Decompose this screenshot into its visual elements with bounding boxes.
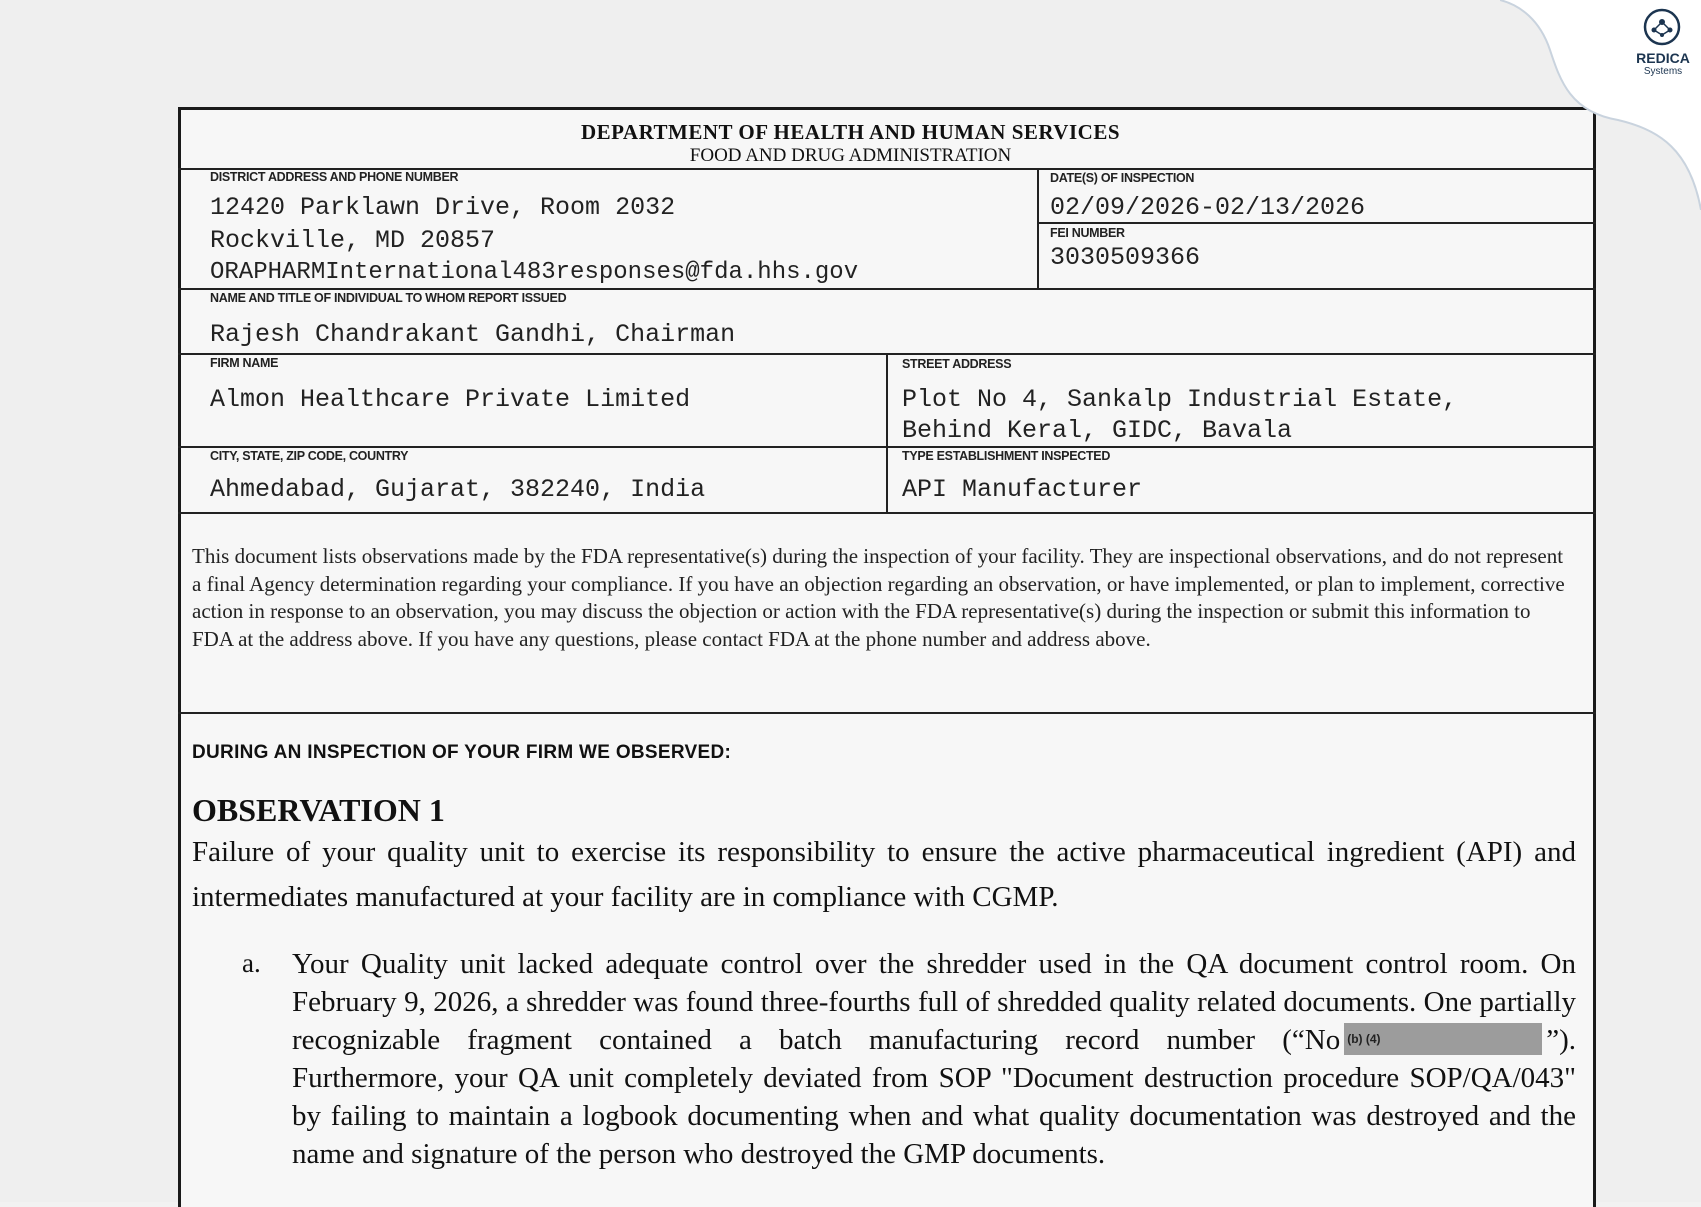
form-top-border (178, 107, 1596, 110)
district-address-line2: Rockville, MD 20857 (210, 226, 496, 255)
column-divider (1037, 168, 1039, 288)
item-text-part2: ”). Furthermore, your QA unit completely deviated from SOP "Document destruction procedure SOP/QA/043" by failing to maintain a logbook documenting when and what quality documentation was destroyed and the name and signature of the person who destroyed the GMP documents. (292, 1024, 1576, 1170)
agency-heading: FOOD AND DRUG ADMINISTRATION (689, 145, 1012, 166)
district-address-label: DISTRICT ADDRESS AND PHONE NUMBER (210, 170, 459, 184)
department-heading: DEPARTMENT OF HEALTH AND HUMAN SERVICES (580, 120, 1120, 144)
observation-item-text (292, 945, 1576, 1173)
street-address-line2: Behind Keral, GIDC, Bavala (902, 416, 1293, 445)
street-address-label: STREET ADDRESS (902, 357, 1012, 371)
fei-number-value: 3030509366 (1050, 243, 1201, 272)
row-divider (178, 446, 1596, 448)
logo-corner-shape (1500, 0, 1701, 210)
redaction-code: (b) (4) (1347, 1032, 1381, 1046)
row-divider (178, 288, 1596, 290)
observation-summary: Failure of your quality unit to exercise its responsibility to ensure the active pharmaceutical ingredient (API) and intermediates manufactured at your facility are in compliance with CGMP. (192, 836, 1576, 913)
row-divider (178, 712, 1596, 714)
establishment-type-label: TYPE ESTABLISHMENT INSPECTED (902, 449, 1111, 463)
redaction-box (1344, 1023, 1542, 1055)
establishment-type-value: API Manufacturer (902, 475, 1143, 504)
city-value: Ahmedabad, Gujarat, 382240, India (210, 475, 706, 504)
district-address-line1: 12420 Parklawn Drive, Room 2032 (210, 193, 676, 222)
column-divider (886, 353, 888, 513)
notice-paragraph: This document lists observations made by the FDA representative(s) during the inspection of your facility. They are inspectional observations, and do not represent a final Agency determination regarding your compliance. If you have an objection regarding an observation, or have implemented, or plan to implement, corrective action in response to an observation, you may discuss the objection or action with the FDA representative(s) during the inspection or submit this information to FDA at the address above. If you have any questions, please contact FDA at the phone number and address above. (192, 544, 1565, 651)
recipient-label: NAME AND TITLE OF INDIVIDUAL TO WHOM REPORT ISSUED (210, 291, 567, 305)
observation-title: OBSERVATION 1 (192, 792, 445, 828)
firm-name-value: Almon Healthcare Private Limited (210, 385, 691, 414)
logo-name: REDICA (1636, 50, 1690, 66)
item-text-part1: Your Quality unit lacked adequate control over the shredder used in the QA document control room. On February 9, 2026, a shredder was found three-fourths full of shredded quality related documents. One partially recognizable fragment contained a batch manufacturing record number (“No (292, 948, 1576, 1056)
row-divider (178, 512, 1596, 514)
row-divider (1037, 222, 1596, 224)
observed-heading: DURING AN INSPECTION OF YOUR FIRM WE OBSERVED: (192, 742, 732, 763)
inspection-dates-value: 02/09/2026-02/13/2026 (1050, 193, 1366, 222)
logo-subtitle: Systems (1643, 66, 1683, 77)
district-email: ORAPHARMInternational483responses@fda.hhs.gov (210, 259, 859, 286)
street-address-line1: Plot No 4, Sankalp Industrial Estate, (902, 385, 1458, 414)
city-label: CITY, STATE, ZIP CODE, COUNTRY (210, 449, 409, 463)
inspection-dates-label: DATE(S) OF INSPECTION (1050, 171, 1195, 185)
observation-item-letter: a. (242, 948, 261, 978)
firm-name-label: FIRM NAME (210, 356, 279, 370)
fei-number-label: FEI NUMBER (1050, 226, 1125, 240)
recipient-value: Rajesh Chandrakant Gandhi, Chairman (210, 320, 736, 349)
